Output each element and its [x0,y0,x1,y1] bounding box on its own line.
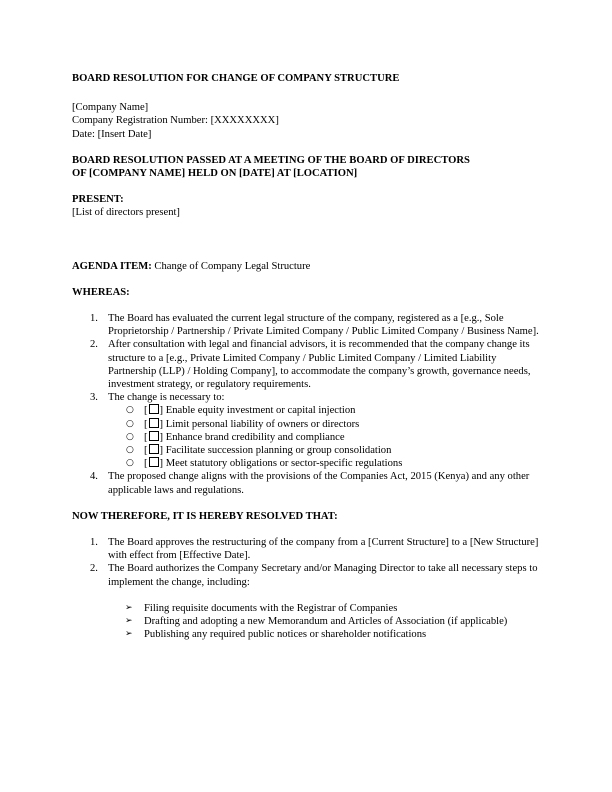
resolved-item-text: The Board authorizes the Company Secretary and/or Managing Director to take all necessary steps to implement the change, including: [108,563,538,588]
reason-text: Enable equity investment or capital injection [165,405,356,417]
agenda-value: Change of Company Legal Structure [151,260,311,272]
resolved-item-number: 2. [90,563,98,575]
company-name: [Company Name] [72,102,149,114]
reason-item: ○ [ ] Facilitate succession planning or group consolidation [126,445,392,457]
checkbox-icon [149,431,159,441]
present-list: [List of directors present] [72,207,180,219]
arrow-bullet-icon: ➢ [125,629,133,640]
agenda-item [72,260,544,273]
circle-bullet-icon: ○ [126,431,134,442]
meeting-heading-line-1: BOARD RESOLUTION PASSED AT A MEETING OF THE BOARD OF DIRECTORS [72,154,470,166]
checkbox-icon [149,418,159,428]
meeting-heading-line-2: OF [COMPANY NAME] HELD ON [DATE] AT [LOCATION] [72,168,358,180]
whereas-item-text: The proposed change aligns with the provisions of the Companies Act, 2015 (Kenya) and any other applicable laws and regulations. [108,471,530,496]
reason-text: Limit personal liability of owners or directors [165,418,360,430]
document-title: BOARD RESOLUTION FOR CHANGE OF COMPANY STRUCTURE [72,73,400,84]
step-item [72,615,544,628]
step-text: Publishing any required public notices or shareholder notifications [144,629,427,641]
resolution-date: Date: [Insert Date] [72,128,152,140]
reasons-list [108,404,544,470]
step-item [72,628,544,641]
whereas-item [72,470,544,496]
reason-item: ○ [ ] Enable equity investment or capital injection [126,405,356,417]
resolved-item-text: The Board approves the restructuring of the company from a [Current Structure] to a [New Structure] with effect from [Effective Date]. [108,537,539,562]
arrow-bullet-icon: ➢ [125,602,133,613]
whereas-item-number: 4. [90,471,98,483]
circle-bullet-icon: ○ [126,418,134,429]
whereas-item-number: 1. [90,313,98,325]
checkbox-icon [149,404,159,414]
circle-bullet-icon: ○ [126,405,134,416]
arrow-bullet-icon: ➢ [125,616,133,627]
implementation-steps-list [72,602,544,642]
checkbox-icon [149,444,159,454]
resolved-list [72,536,544,589]
reason-item: ○ [ ] Meet statutory obligations or sector-specific regulations [126,458,403,470]
resolved-item [72,562,544,588]
whereas-item [72,338,544,391]
whereas-item-number: 3. [90,392,98,404]
step-item [72,602,544,615]
reason-item: ○ [ ] Enhance brand credibility and compliance [126,431,345,443]
circle-bullet-icon: ○ [126,445,134,456]
checkbox-icon [149,457,159,467]
whereas-item [72,312,544,338]
reason-item: ○ [ ] Limit personal liability of owners or directors [126,418,360,430]
whereas-item-text: The Board has evaluated the current legal structure of the company, registered as a [e.g., Sole Proprietorship / Partnership / Private Limited Company / Public Limited Company / Business Name]. [108,313,539,338]
reason-text: Facilitate succession planning or group consolidation [165,445,392,457]
whereas-list [72,312,544,497]
whereas-heading: WHEREAS: [72,286,130,298]
whereas-item-number: 2. [90,339,98,351]
resolved-heading: NOW THEREFORE, IT IS HEREBY RESOLVED THAT: [72,510,338,522]
step-text: Drafting and adopting a new Memorandum and Articles of Association (if applicable) [144,616,508,628]
resolved-item-number: 1. [90,537,98,549]
company-registration: Company Registration Number: [XXXXXXXX] [72,115,279,127]
present-label: PRESENT: [72,194,124,206]
whereas-item-text: The change is necessary to: [108,392,225,404]
whereas-item [72,391,544,470]
reason-text: Enhance brand credibility and compliance [165,431,345,443]
whereas-item-text: After consultation with legal and financial advisors, it is recommended that the company change its structure to a [e.g., Private Limited Company / Public Limited Company / Limited Liability Partnership (LLP) / Holding Company], to accommodate the company’s growth, governance needs, investment strategy, or regulatory requirements. [108,339,531,391]
resolved-item [72,536,544,562]
reason-text: Meet statutory obligations or sector-specific regulations [165,458,403,470]
step-text: Filing requisite documents with the Registrar of Companies [144,602,398,614]
circle-bullet-icon: ○ [126,458,134,469]
document-body [72,72,544,642]
agenda-label: AGENDA ITEM: [72,260,152,272]
